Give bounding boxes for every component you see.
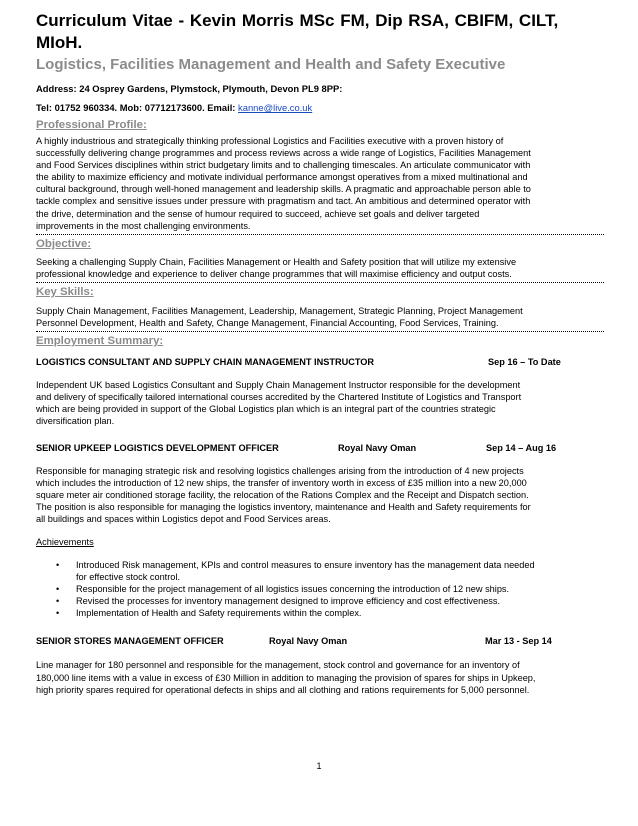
achievement-line: Revised the processes for inventory management designed to improve efficiency and cost effectiveness.	[76, 596, 501, 607]
job-line: diversification plan.	[36, 416, 115, 427]
achievement-item	[36, 583, 604, 595]
job-dates: Sep 16 – To Date	[488, 357, 561, 368]
job-line: 180,000 line items with a value in excess of £30 Million in addition to managing the provision of spares for ships in Upkeep,	[36, 672, 536, 683]
profile-line: cultural background, through well-honed management and leadership skills. A pragmatic and approachable person able to	[36, 184, 531, 195]
profile-line: improvements in the most challenging environments.	[36, 220, 251, 231]
achievements-label: Achievements	[36, 536, 94, 547]
achievement-item	[36, 595, 604, 607]
cv-page	[36, 10, 604, 696]
profile-line: successfully delivering change programmes and process reviews across a wide range of Logistics, Facilities Management	[36, 148, 531, 159]
job-description	[36, 379, 604, 427]
job-line: square meter air conditioned storage facility, the relocation of the Rations Complex and the Receipt and Dispatch section.	[36, 489, 529, 500]
address-line: Address: 24 Osprey Gardens, Plymstock, Plymouth, Devon PL9 8PP:	[36, 83, 343, 94]
job-description	[36, 659, 604, 695]
profile-line: tackle complex and sensitive issues under pressure with pragmatism and tact. An ambitious and determined operator with	[36, 196, 531, 207]
profile-heading: Professional Profile:	[36, 119, 147, 131]
phone-text: Tel: 01752 960334. Mob: 07712173600. Email:	[36, 102, 239, 113]
bullet-icon: •	[56, 584, 60, 595]
profile-line: and Food Services disciplines within strict budgetary limits and to challenging timescales. An articulate communicator with	[36, 160, 531, 171]
bullet-icon: •	[56, 596, 60, 607]
bullet-icon: •	[56, 608, 60, 619]
achievement-line: for effective stock control.	[76, 572, 181, 583]
achievement-item	[36, 559, 604, 583]
dash-divider	[36, 282, 604, 284]
job-header	[36, 356, 604, 368]
skills-paragraph	[36, 305, 604, 329]
profile-paragraph	[36, 135, 604, 232]
job-dates: Mar 13 - Sep 14	[485, 636, 552, 647]
objective-line: professional knowledge and experience to deliver change programmes that will maximise efficiency and output costs.	[36, 268, 512, 279]
phone-line	[36, 101, 604, 114]
email-link[interactable]: kanne@live.co.uk	[238, 102, 313, 113]
job-line: all buildings and spaces within Logistics depot and Food Services areas.	[36, 513, 331, 524]
skills-heading: Key Skills:	[36, 285, 94, 298]
job-header	[36, 635, 604, 647]
job-employer: Royal Navy Oman	[338, 442, 417, 453]
job-dates: Sep 14 – Aug 16	[486, 442, 557, 453]
job-line: The position is also responsible for managing the logistics inventory, maintenance and Health and Safety requirements for	[36, 501, 531, 512]
cv-title: Curriculum Vitae - Kevin Morris MSc FM, Dip RSA, CBIFM, CILT, MIoH.	[36, 11, 559, 52]
skills-line: Personnel Development, Health and Safety, Change Management, Financial Accounting, Food Services, Training.	[36, 318, 499, 329]
job-line: Responsible for managing strategic risk and resolving logistics challenges arising from the introduction of 4 new projects	[36, 465, 524, 476]
skills-line: Supply Chain Management, Facilities Management, Leadership, Management, Strategic Planning, Project Management	[36, 305, 523, 316]
job-title: SENIOR STORES MANAGEMENT OFFICER	[36, 636, 224, 647]
objective-heading: Objective:	[36, 237, 92, 250]
job-description	[36, 465, 604, 525]
profile-line: the ability to maximize efficiency and motivate individual performance amongst operatives from a mixed multinational and	[36, 172, 528, 183]
achievements-list	[36, 559, 604, 619]
objective-paragraph	[36, 256, 604, 280]
dash-divider	[36, 234, 604, 236]
page-number: 1	[316, 761, 322, 771]
job-title: LOGISTICS CONSULTANT AND SUPPLY CHAIN MANAGEMENT INSTRUCTOR	[36, 357, 375, 368]
job-line: which are being provided in support of the Global Logistics plan which is an integral part of the countries strategic	[36, 404, 496, 415]
job-employer: Royal Navy Oman	[269, 636, 348, 647]
job-line: Independent UK based Logistics Consultant and Supply Chain Management Instructor responsible for the development	[36, 380, 521, 391]
profile-line: A highly industrious and strategically thinking professional Logistics and Facilities executive with a proven history of	[36, 136, 504, 146]
job-line: high priority spares required for operational defects in ships and all clothing and rations requirements for 5,000 personnel.	[36, 684, 530, 695]
job-header	[36, 442, 604, 454]
profile-line: the drive, determination and the sense of humour required to succeed, achieve set goals and deliver targeted	[36, 208, 480, 219]
achievement-line: Introduced Risk management, KPIs and control measures to ensure inventory has the management data needed	[76, 559, 535, 570]
bullet-icon: •	[56, 559, 60, 570]
job-title: SENIOR UPKEEP LOGISTICS DEVELOPMENT OFFICER	[36, 442, 279, 453]
employment-heading: Employment Summary:	[36, 335, 164, 348]
job-line: Line manager for 180 personnel and responsible for the management, stock control and governance for an inventory of	[36, 660, 520, 671]
achievement-line: Implementation of Health and Safety requirements within the complex.	[76, 608, 362, 619]
cv-subtitle: Logistics, Facilities Management and Health and Safety Executive	[36, 56, 506, 73]
dash-divider	[36, 331, 604, 333]
achievement-item	[36, 607, 604, 619]
objective-line: Seeking a challenging Supply Chain, Facilities Management or Health and Safety position that will utilize my extensive	[36, 256, 517, 267]
job-line: and delivery of specifically tailored international courses accredited by the Chartered Institute of Logistics and Transport	[36, 392, 522, 403]
job-line: which includes the introduction of 12 new ships, the transfer of inventory worth in excess of £35 million into a new 20,000	[36, 477, 527, 488]
achievement-line: Responsible for the project management of all logistics issues concerning the introduction of 12 new ships.	[76, 584, 510, 595]
